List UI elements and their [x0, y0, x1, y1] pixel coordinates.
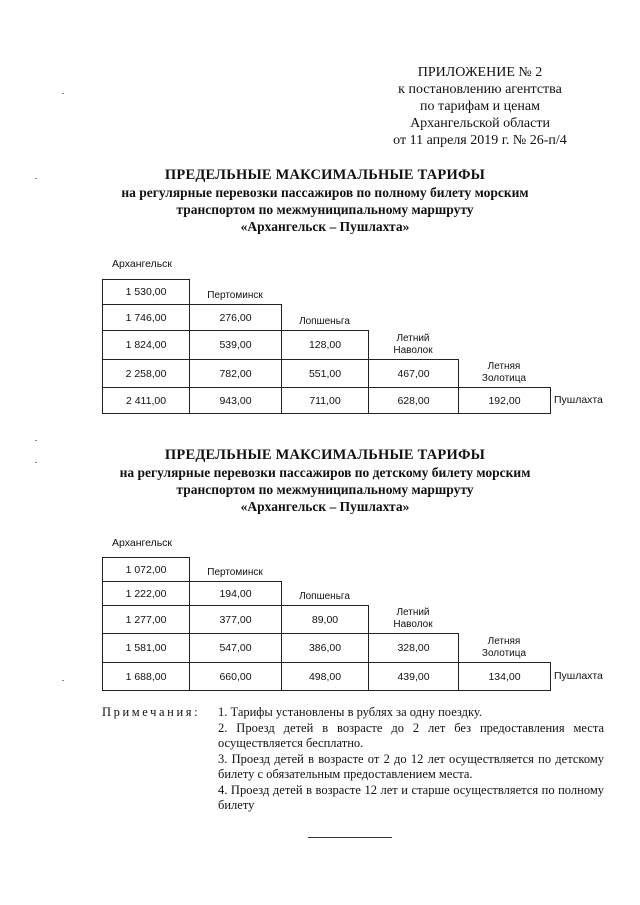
fare-cell: 498,00 — [281, 662, 369, 691]
fare-cell: 943,00 — [189, 387, 282, 414]
stop-label — [554, 670, 624, 682]
stop-label-line: Золотица — [481, 648, 527, 659]
margin-mark — [35, 178, 37, 179]
fare-cell: 782,00 — [189, 359, 282, 388]
fare-cell: 1 581,00 — [102, 633, 190, 663]
table-subtitle-line: «Архангельск – Пушлахта» — [240, 219, 410, 234]
stop-label-line: Летняя — [487, 636, 521, 647]
margin-mark — [35, 440, 37, 441]
stop-label-line: Лопшеньга — [299, 591, 350, 602]
stop-label — [368, 333, 458, 357]
fare-cell: 386,00 — [281, 633, 369, 663]
table-subtitle-line: «Архангельск – Пушлахта» — [240, 499, 410, 514]
fare-cell: 2 411,00 — [102, 387, 190, 414]
stop-label — [458, 636, 550, 660]
fare-cell: 1 746,00 — [102, 304, 190, 331]
margin-mark — [62, 93, 64, 94]
stop-label-line: Архангельск — [112, 258, 173, 270]
stop-label — [189, 290, 281, 302]
fare-cell: 1 824,00 — [102, 330, 190, 360]
stop-label — [102, 537, 199, 549]
fare-cell: 134,00 — [458, 662, 551, 691]
fare-cell: 128,00 — [281, 330, 369, 360]
stop-label-line: Золотица — [481, 373, 527, 384]
fare-cell: 2 258,00 — [102, 359, 190, 388]
fare-cell: 711,00 — [281, 387, 369, 414]
fare-cell: 1 222,00 — [102, 581, 190, 606]
notes-label: Примечания: — [102, 705, 201, 719]
margin-mark — [35, 462, 37, 463]
margin-mark — [62, 680, 64, 681]
table-title: ПРЕДЕЛЬНЫЕ МАКСИМАЛЬНЫЕ ТАРИФЫ — [164, 167, 486, 183]
appendix-date: от 11 апреля 2019 г. № 26-п/4 — [393, 133, 567, 148]
note-item: 2. Проезд детей в возрасте до 2 лет без предоставления места осуществляется бесплатно. — [218, 720, 604, 750]
stop-label-line: Летний — [396, 607, 430, 618]
appendix-header — [360, 64, 600, 149]
note-item: 3. Проезд детей в возрасте от 2 до 12 лет осуществляется по детскому билету с обязательным предоставлением места. — [218, 751, 604, 781]
fare-cell: 192,00 — [458, 387, 551, 414]
fare-cell: 1 072,00 — [102, 557, 190, 582]
fare-cell: 1 688,00 — [102, 662, 190, 691]
table-heading-child — [60, 447, 590, 515]
stop-label-line: Наволок — [393, 619, 433, 630]
stop-label-line: Летняя — [487, 361, 521, 372]
appendix-line: к постановлению агентства — [398, 82, 562, 97]
stop-label — [189, 567, 281, 579]
stop-label-line: Архангельск — [112, 537, 173, 549]
fare-cell: 539,00 — [189, 330, 282, 360]
appendix-title: ПРИЛОЖЕНИЕ № 2 — [417, 65, 543, 80]
note-item: 1. Тарифы установлены в рублях за одну поездку. — [218, 705, 482, 719]
stop-label — [554, 394, 624, 406]
stop-label-line: Пертоминск — [207, 290, 263, 301]
fare-cell: 276,00 — [189, 304, 282, 331]
fare-cell: 328,00 — [368, 633, 459, 663]
fare-cell: 551,00 — [281, 359, 369, 388]
fare-cell: 547,00 — [189, 633, 282, 663]
table-subtitle-line: транспортом по межмуниципальному маршруту — [176, 482, 474, 497]
stop-label — [281, 316, 368, 328]
table-title: ПРЕДЕЛЬНЫЕ МАКСИМАЛЬНЫЕ ТАРИФЫ — [164, 447, 486, 463]
table-subtitle-line: на регулярные перевозки пассажиров по полному билету морским — [121, 185, 529, 200]
stop-label-line: Пушлахта — [554, 394, 603, 406]
stop-label-line: Наволок — [393, 345, 433, 356]
stop-label — [102, 258, 199, 270]
notes-list — [218, 705, 604, 814]
stop-label-line: Летний — [396, 333, 430, 344]
fare-cell: 1 530,00 — [102, 279, 190, 305]
appendix-line: по тарифам и ценам — [420, 99, 540, 114]
fare-cell: 439,00 — [368, 662, 459, 691]
stop-label-line: Пушлахта — [554, 670, 603, 682]
note-item: 4. Проезд детей в возрасте 12 лет и старше осуществляется по полному билету — [218, 782, 604, 812]
table-subtitle-line: транспортом по межмуниципальному маршруту — [176, 202, 474, 217]
fare-cell: 660,00 — [189, 662, 282, 691]
fare-cell: 1 277,00 — [102, 605, 190, 634]
fare-cell: 467,00 — [368, 359, 459, 388]
table-subtitle-line: на регулярные перевозки пассажиров по детскому билету морским — [119, 465, 531, 480]
closing-rule — [308, 837, 392, 838]
table-heading-full — [60, 167, 590, 235]
stop-label-line: Лопшеньга — [299, 316, 350, 327]
stop-label — [458, 361, 550, 385]
appendix-line: Архангельской области — [410, 116, 550, 131]
stop-label — [368, 607, 458, 631]
stop-label — [281, 591, 368, 603]
stop-label-line: Пертоминск — [207, 567, 263, 578]
fare-cell: 194,00 — [189, 581, 282, 606]
fare-cell: 89,00 — [281, 605, 369, 634]
fare-cell: 628,00 — [368, 387, 459, 414]
fare-cell: 377,00 — [189, 605, 282, 634]
